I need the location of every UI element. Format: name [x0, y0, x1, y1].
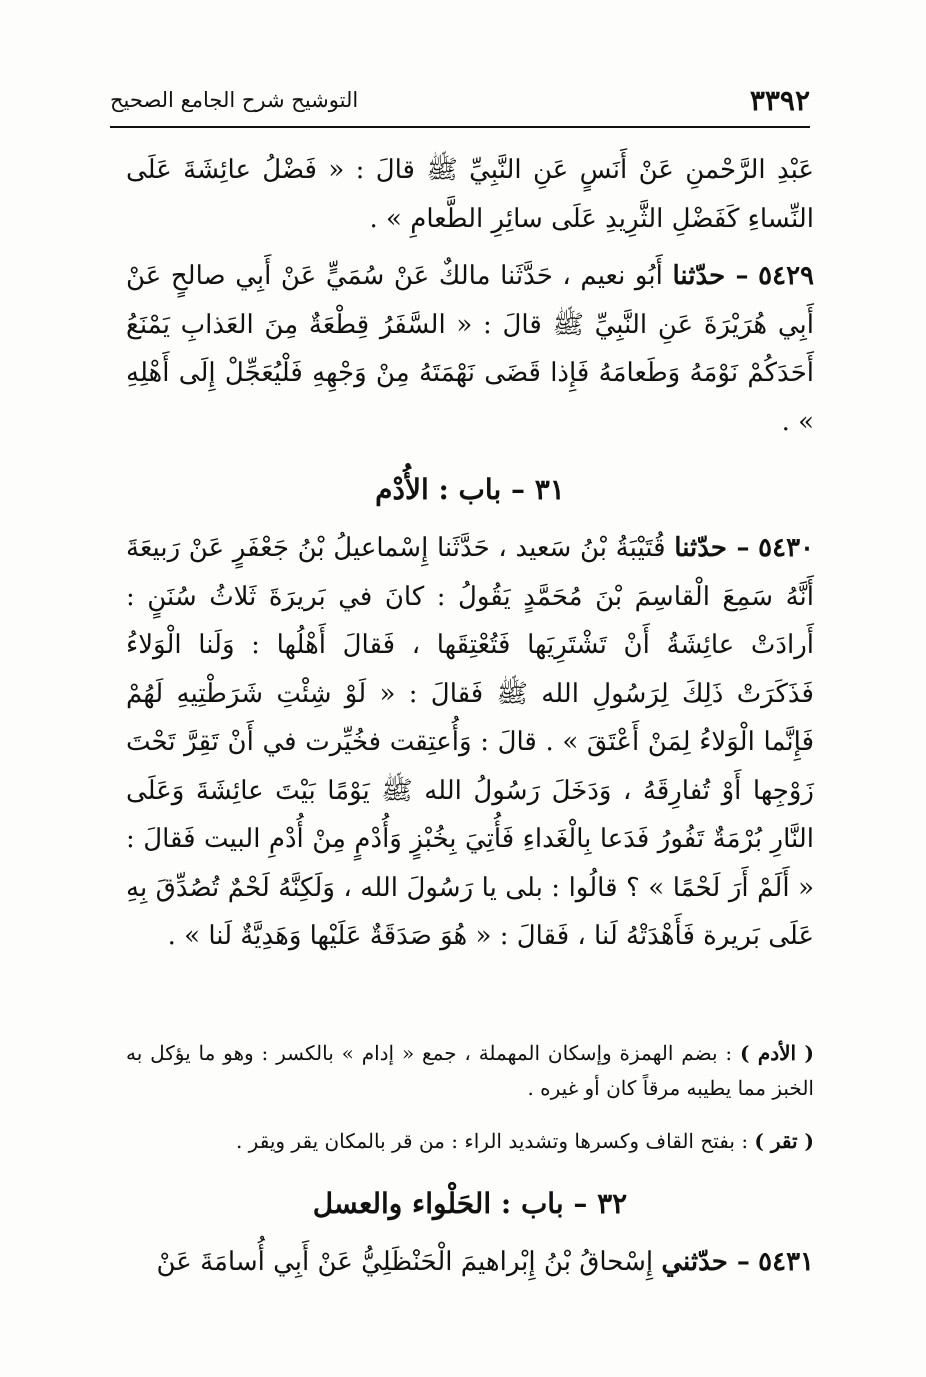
running-title: التوشيح شرح الجامع الصحيح — [110, 88, 359, 112]
hadith-text: إِسْحاقُ بْنُ إِبْراهيمَ الْحَنْظَلِيُّ عَنْ أَبِي أُسامَةَ عَنْ — [156, 1247, 654, 1277]
hadith-number: ٥٤٣١ — [758, 1247, 814, 1277]
footnote-text: : بضم الهمزة وإسكان المهملة ، جمع « إدام » بالكسر : وهو ما يؤكل به الخبز مما يطيبه مرقاً كان أو غيره . — [126, 1041, 814, 1100]
page-number: ٣٣٩٢ — [749, 84, 810, 117]
chapter-heading: ٣١ – باب : الأُدْم — [375, 473, 565, 506]
footnote — [126, 1124, 814, 1159]
hadith-text: قُتَيْبَةُ بْنُ سَعيد ، حَدَّثَنا إِسْماعيلُ بْنُ جَعْفَرٍ عَنْ رَبيعَةَ أَنَّهُ سَمِعَ الْقاسِمَ بْنَ مُحَمَّدٍ يَقُولُ : كانَ في بَريرَةَ ثَلاثُ سُنَنٍ : أَرادَتْ عائِشَةُ أَنْ تَشْتَرِيَها فَتُعْتِقَها ، فَقالَ أَهْلُها : وَلَنا الْوَلاءُ فَذَكَرَتْ ذَلِكَ لِرَسُولِ الله ﷺ فَقالَ : « لَوْ شِئْتِ شَرَطْتِيهِ لَهُمْ فَإِنَّما الْوَلاءُ لِمَنْ أَعْتَقَ » . قالَ : وَأُعتِقت فخُيِّرت في أَنْ تَقِرَّ تَحْتَ زَوْجِها أَوْ تُفارِقَهُ ، وَدَخَلَ رَسُولُ الله ﷺ يَوْمًا بَيْتَ عائِشَةَ وَعَلَى النَّارِ بُرْمَةٌ تَفُورُ فَدَعا بِالْغَداءِ فَأُتِيَ بِخُبْزٍ وَأُدْمٍ مِنْ أُدْمِ البيت فَقالَ : « أَلَمْ أَرَ لَحْمًا » ؟ قالُوا : بلى يا رَسُولَ الله ، وَلَكِنَّهُ لَحْمٌ تُصُدِّقَ بِهِ عَلَى بَريرة فَأَهْدَتْهُ لَنا ، فَقالَ : « هُوَ صَدَقَةٌ عَلَيْها وَهَدِيَّةٌ لَنا » . — [126, 533, 814, 951]
hadith-5430 — [126, 524, 814, 961]
footnote-term: ( الأدم ) — [739, 1041, 814, 1065]
page-header — [110, 70, 810, 128]
footnote-term: ( تقر ) — [754, 1129, 814, 1153]
hadith-lead: – حدّثنا — [674, 533, 750, 563]
hadith-lead: – حدّثني — [661, 1247, 750, 1277]
intro-paragraph: عَبْدِ الرَّحْمنِ عَنْ أَنَسٍ عَنِ النَّبِيِّ ﷺ قالَ : « فَضْلُ عائِشَةَ عَلَى النِّساءِ كَفَضْلِ الثَّرِيدِ عَلَى سائِرِ الطَّعامِ » . — [126, 155, 814, 234]
chapter-heading: ٣٢ – باب : الحَلْواء والعسل — [312, 1187, 628, 1220]
hadith-lead: – حدّثنا — [672, 261, 749, 291]
hadith-number: ٥٤٣٠ — [758, 533, 815, 563]
hadith-number: ٥٤٢٩ — [758, 261, 815, 291]
footnote — [126, 1036, 814, 1106]
hadith-5429 — [126, 252, 814, 446]
header-rule — [110, 126, 810, 128]
footnote-text: : بفتح القاف وكسرها وتشديد الراء : من قر بالمكان يقر ويقر . — [235, 1129, 749, 1153]
hadith-text: أَبُو نعيم ، حَدَّثَنا مالكٌ عَنْ سُمَيٍّ عَنْ أَبِي صالحٍ عَنْ أَبِي هُرَيْرَةَ عَنِ النَّبِيِّ ﷺ قالَ : « السَّفَرُ قِطْعَةٌ مِنَ العَذابِ يَمْنَعُ أَحَدَكُمْ نَوْمَهُ وَطَعامَهُ فَإِذا قَضَى نَهْمَتَهُ مِنْ وَجْهِهِ فَلْيُعَجِّلْ إِلَى أَهْلِهِ » . — [126, 261, 814, 437]
hadith-5431 — [126, 1238, 814, 1287]
